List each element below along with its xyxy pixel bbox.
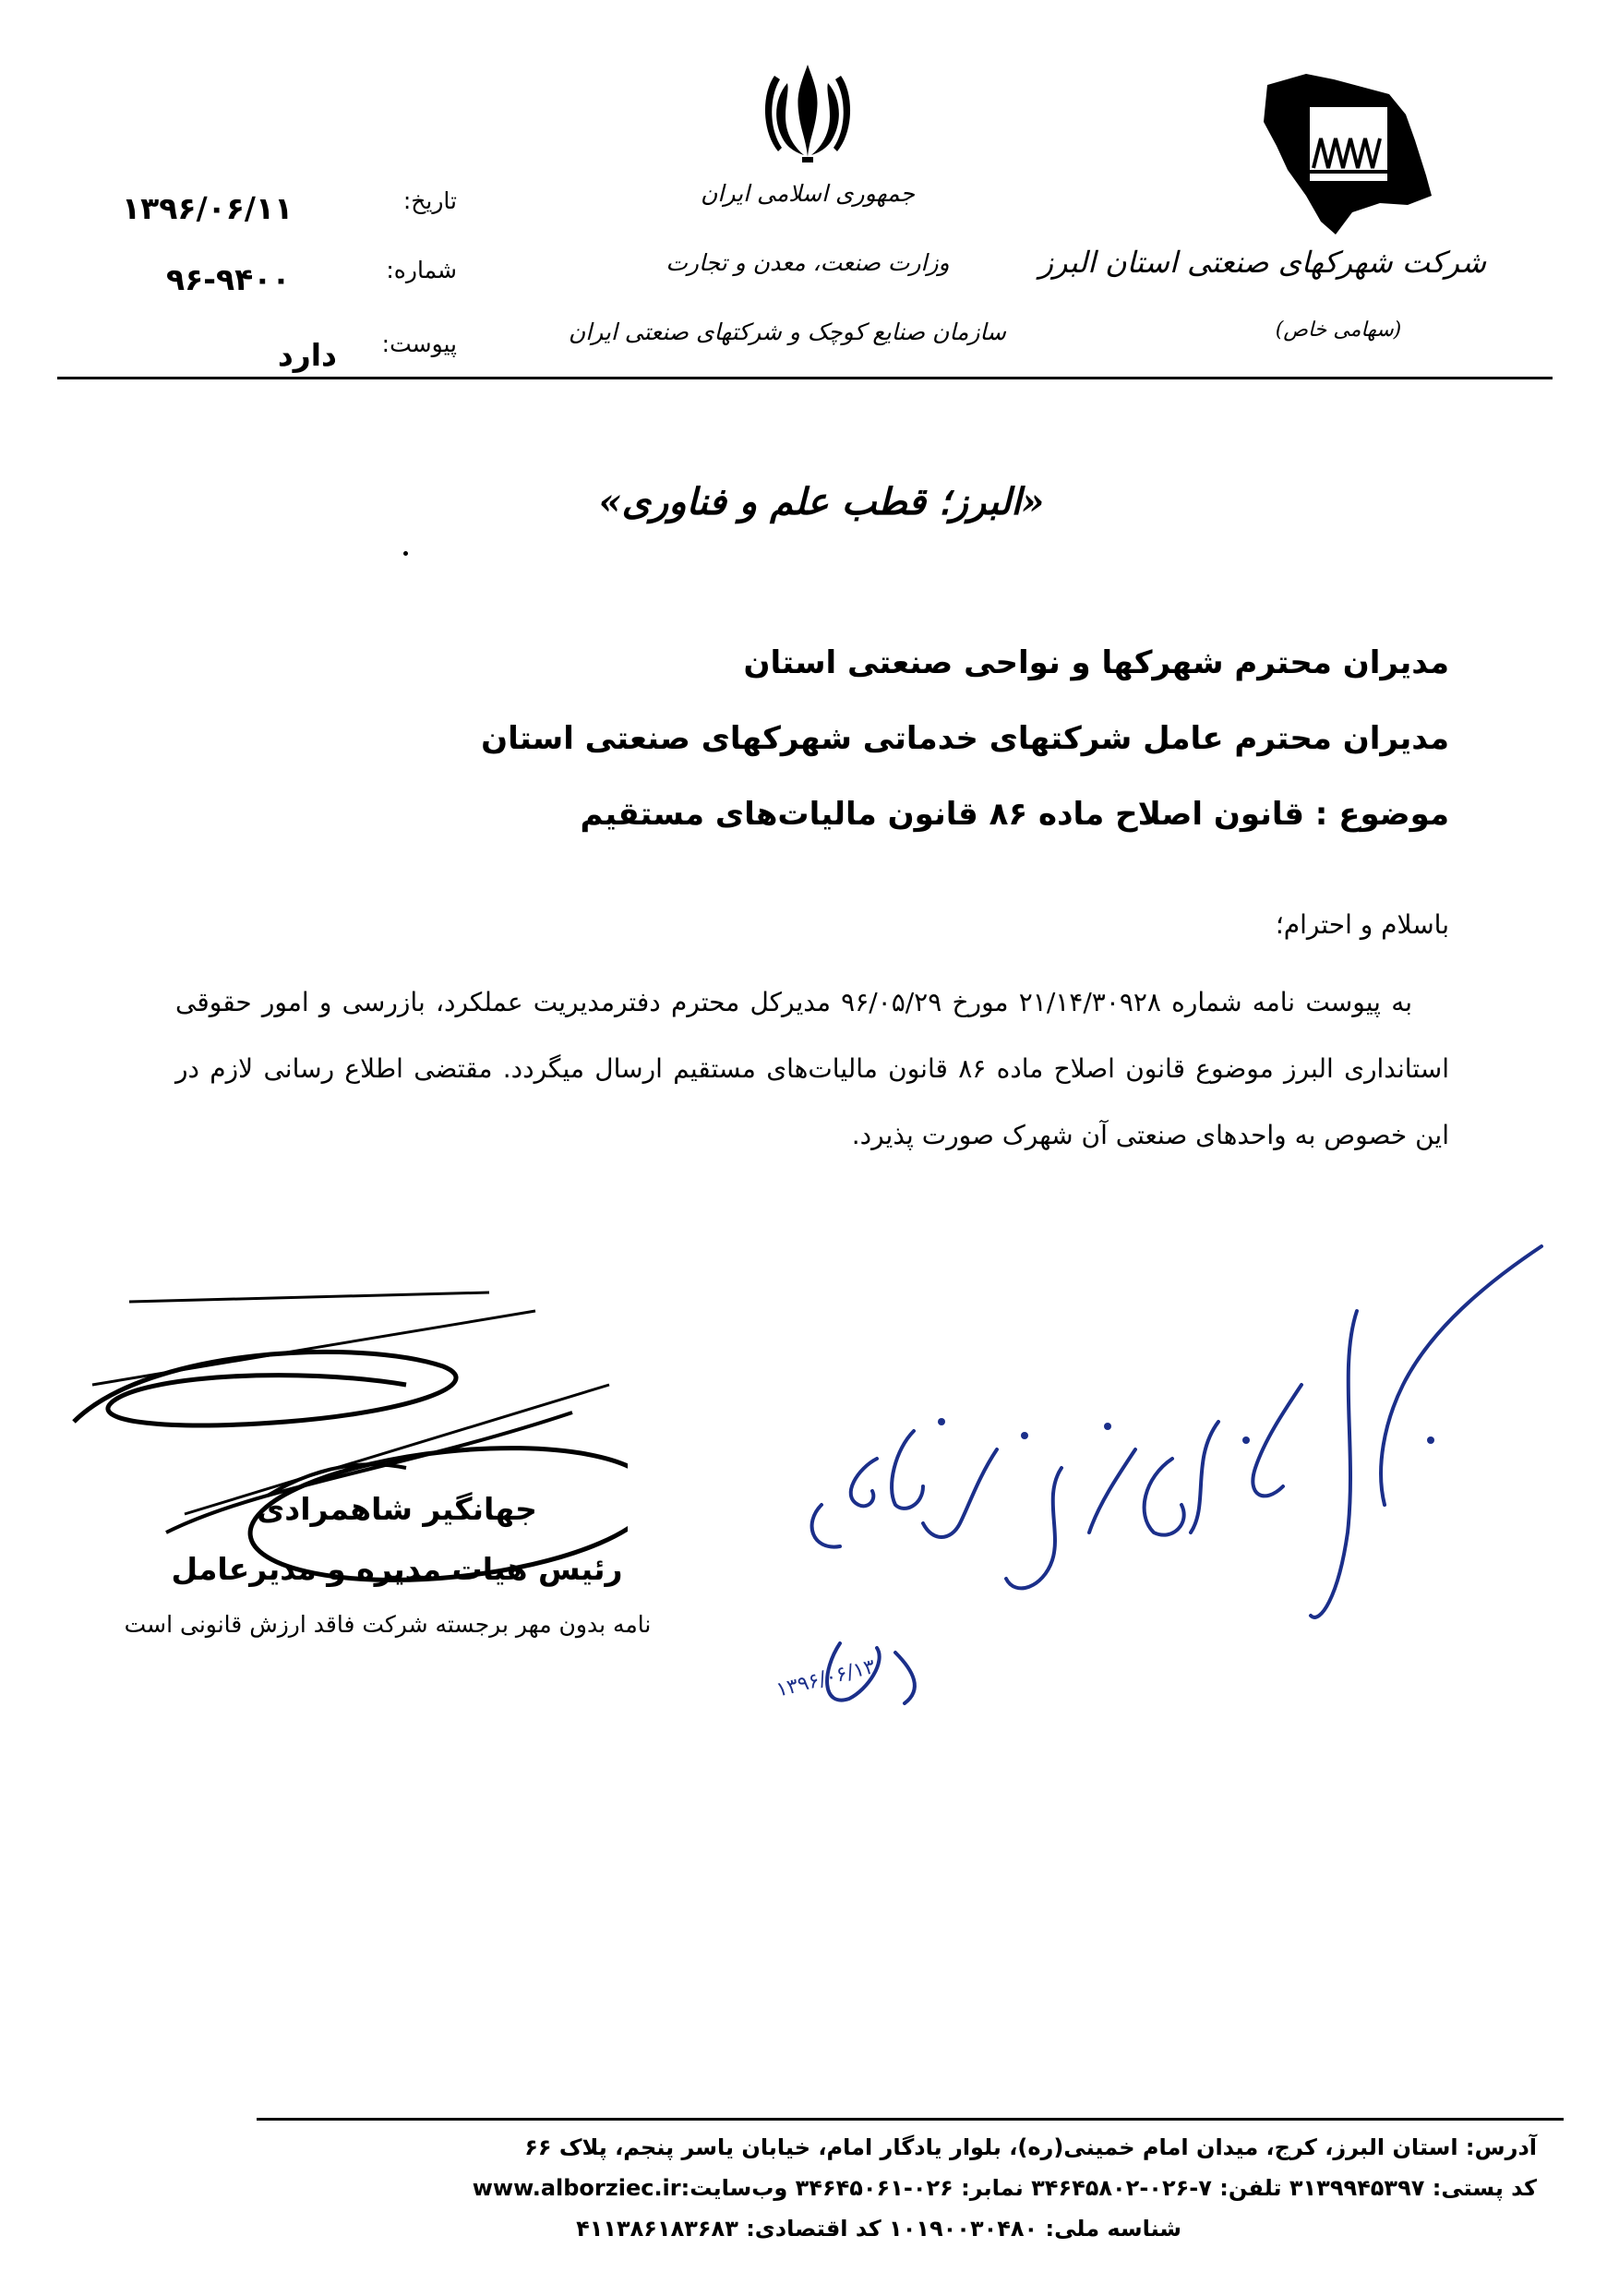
- number-label: شماره:: [386, 257, 457, 283]
- body-paragraph: به پیوست نامه شماره ۲۱/۱۴/۳۰۹۲۸ مورخ ۹۶/۰۵/۲۹ مدیرکل محترم دفترمدیریت عملکرد، بازرسی و امور حقوقی استانداری البرز موضوع قانون اصلاح ماده ۸۶ قانون مالیات‌های مستقیم ارسال میگردد. مقتضی اطلاع رسانی لازم در این خصوص به واحدهای صنعتی آن شهرک صورت پذیرد.: [175, 987, 1449, 1150]
- iran-emblem: [752, 57, 863, 168]
- footer-contact-text: کد پستی: ۳۱۳۹۹۴۵۳۹۷ تلفن: ۷-۰۲۶-۳۴۶۴۵۸۰۲ نمابر: ۰۲۶-۳۴۶۴۵۰۶۱ وب‌سایت:: [680, 2175, 1537, 2201]
- footer-rule: [257, 2118, 1564, 2121]
- company-name: شرکت شهرکهای صنعتی استان البرز: [1038, 245, 1486, 280]
- signature-scribble: [55, 1283, 628, 1597]
- speck: [403, 551, 408, 556]
- number-value: ۹۶-۹۴۰۰: [166, 261, 291, 297]
- addressee-1: مدیران محترم شهرکها و نواحی صنعتی استان: [743, 644, 1449, 681]
- attachment-value: دارد: [277, 337, 337, 373]
- date-label: تاریخ:: [402, 187, 457, 214]
- handwritten-date: ۱۳۹۶/۰۶/۱۳: [774, 1654, 878, 1702]
- signatory-name: جهانگیر شاهمرادی: [257, 1491, 537, 1527]
- gov-line-2: وزارت صنعت، معدن و تجارت: [666, 249, 950, 276]
- subject: موضوع : قانون اصلاح ماده ۸۶ قانون مالیات‌های مستقیم: [580, 796, 1449, 833]
- footer-contact: [185, 2175, 1537, 2201]
- footer-website[interactable]: www.alborziec.ir: [472, 2175, 681, 2201]
- seal-notice: نامه بدون مهر برجسته شرکت فاقد ارزش قانونی است: [124, 1611, 652, 1638]
- footer-ids: شناسه ملی: ۱۰۱۹۰۰۳۰۴۸۰ کد اقتصادی: ۴۱۱۳۸۶۱۸۳۶۸۳: [576, 2216, 1181, 2242]
- header-rule: [57, 377, 1553, 379]
- addressee-2: مدیران محترم عامل شرکتهای خدماتی شهرکهای صنعتی استان: [481, 720, 1449, 757]
- attachment-label: پیوست:: [381, 331, 457, 357]
- company-type: (سهامی خاص): [1275, 319, 1402, 342]
- gov-line-1: جمهوری اسلامی ایران: [701, 180, 915, 207]
- signatory-title: رئیس هیات مدیره و مدیرعامل: [171, 1551, 623, 1587]
- date-value: ۱۳۹۶/۰۶/۱۱: [122, 190, 294, 226]
- greeting: باسلام و احترام؛: [1275, 909, 1449, 940]
- gov-line-3: سازمان صنایع کوچک و شرکتهای صنعتی ایران: [568, 319, 1006, 345]
- motto: «البرز؛ قطب علم و فناوری»: [598, 480, 1045, 523]
- company-logo: [1251, 66, 1435, 242]
- footer-address: آدرس: استان البرز، کرج، میدان امام خمینی(ره)، بلوار یادگار امام، خیابان یاسر پنجم، پلاک ۶۶: [524, 2134, 1537, 2160]
